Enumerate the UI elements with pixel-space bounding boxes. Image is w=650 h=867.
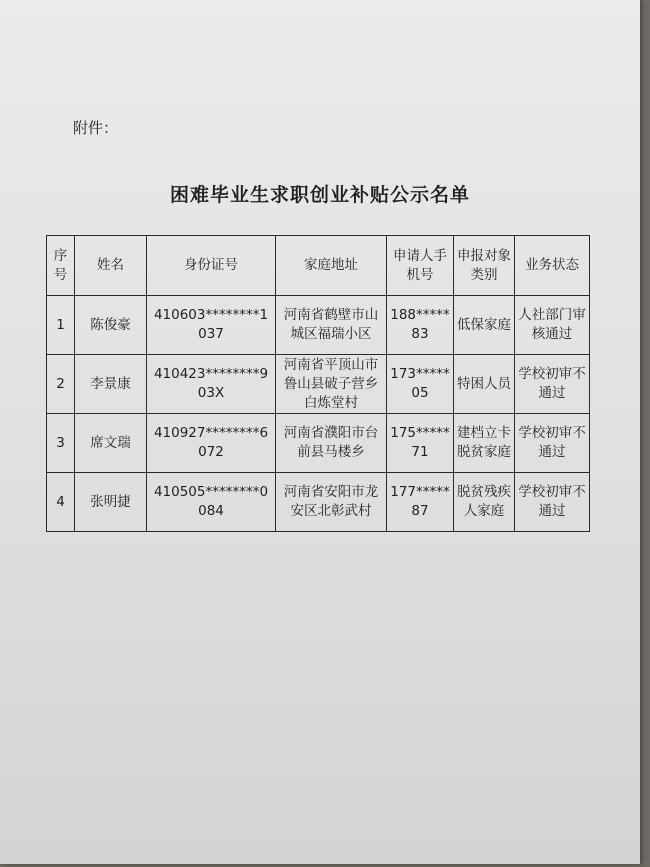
cell-address: 河南省安阳市龙安区北彰武村: [276, 473, 387, 532]
cell-status: 学校初审不通过: [515, 473, 590, 532]
cell-status: 学校初审不通过: [515, 414, 590, 473]
header-phone: 申请人手机号: [387, 236, 454, 296]
header-id-number: 身份证号: [147, 236, 276, 296]
cell-category: 低保家庭: [454, 296, 515, 355]
cell-id-number: 410927********6072: [147, 414, 276, 473]
header-category: 申报对象类别: [454, 236, 515, 296]
cell-phone: 173*****05: [387, 355, 454, 414]
cell-index: 2: [47, 355, 75, 414]
cell-phone: 177*****87: [387, 473, 454, 532]
cell-id-number: 410505********0084: [147, 473, 276, 532]
cell-index: 3: [47, 414, 75, 473]
cell-category: 建档立卡脱贫家庭: [454, 414, 515, 473]
header-status: 业务状态: [515, 236, 590, 296]
cell-status: 学校初审不通过: [515, 355, 590, 414]
table-header-row: [47, 236, 590, 296]
cell-name: 李景康: [75, 355, 147, 414]
document-title: 困难毕业生求职创业补贴公示名单: [169, 184, 470, 206]
cell-category: 脱贫残疾人家庭: [454, 473, 515, 532]
table-row: [47, 414, 590, 473]
cell-index: 4: [47, 473, 75, 532]
cell-phone: 175*****71: [387, 414, 454, 473]
header-index: 序号: [47, 236, 75, 296]
table-row: [47, 296, 590, 355]
cell-phone: 188*****83: [387, 296, 454, 355]
cell-category: 特困人员: [454, 355, 515, 414]
cell-status: 人社部门审核通过: [515, 296, 590, 355]
header-address: 家庭地址: [276, 236, 387, 296]
table-row: [47, 473, 590, 532]
header-name: 姓名: [75, 236, 147, 296]
cell-address: 河南省鹤壁市山城区福瑞小区: [276, 296, 387, 355]
table-row: [47, 355, 590, 414]
cell-address: 河南省平顶山市鲁山县破子营乡白炼堂村: [276, 355, 387, 414]
cell-name: 陈俊豪: [75, 296, 147, 355]
cell-address: 河南省濮阳市台前县马楼乡: [276, 414, 387, 473]
cell-id-number: 410423********903X: [147, 355, 276, 414]
subsidy-list-table: [46, 235, 590, 532]
cell-name: 席文瑞: [75, 414, 147, 473]
cell-index: 1: [47, 296, 75, 355]
attachment-label: 附件：: [73, 119, 119, 137]
cell-name: 张明捷: [75, 473, 147, 532]
cell-id-number: 410603********1037: [147, 296, 276, 355]
